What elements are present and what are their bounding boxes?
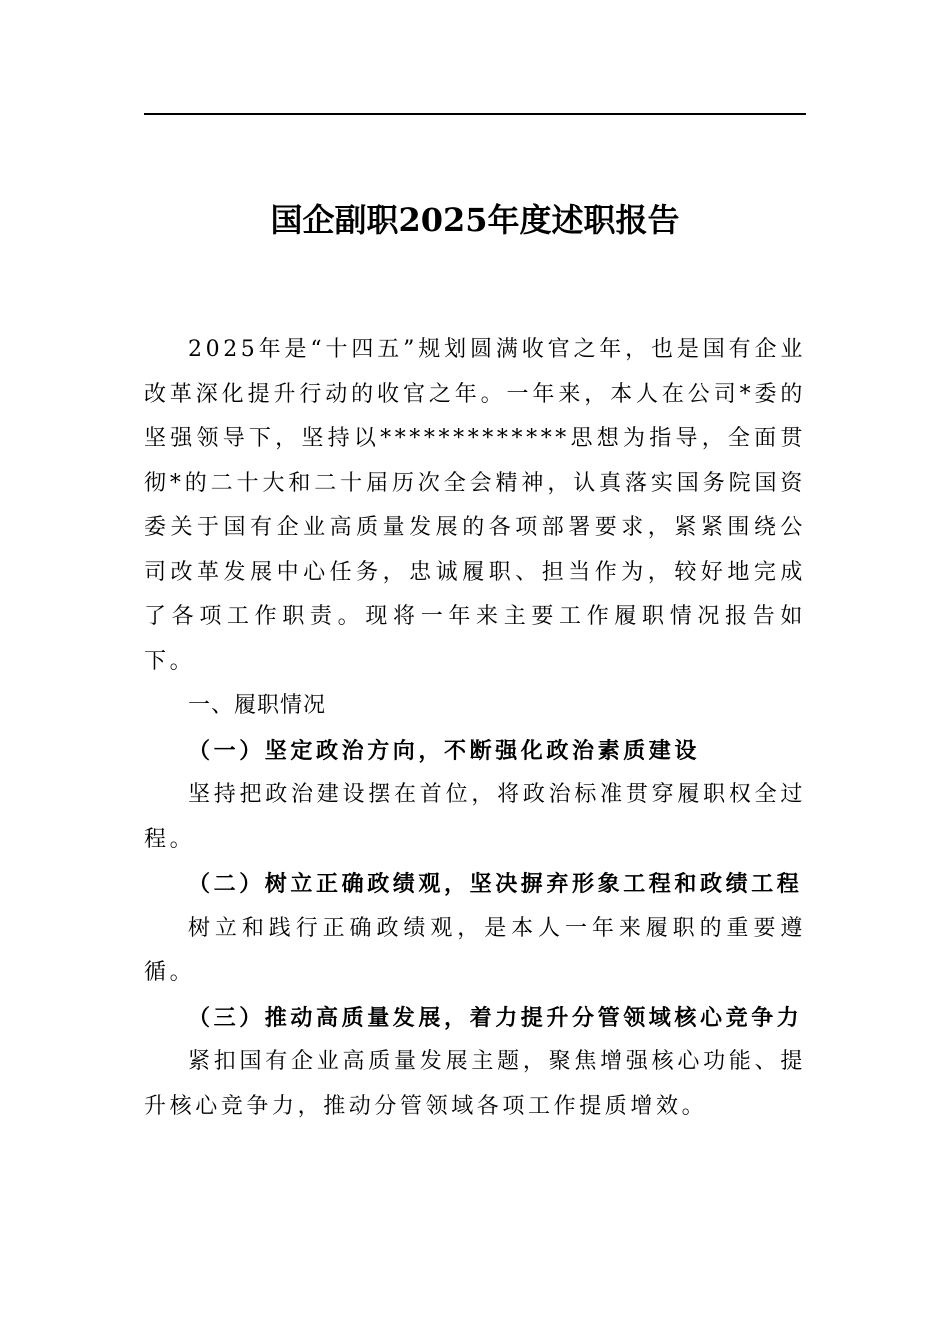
- section-heading-1: 一、履职情况: [188, 693, 327, 718]
- subsection-heading-2: （二）树立正确政绩观，坚决摒弃形象工程和政绩工程: [188, 871, 803, 897]
- document-title: 国企副职2025年度述职报告: [270, 201, 680, 239]
- subsection-heading-3: （三）推动高质量发展，着力提升分管领域核心竞争力: [188, 1004, 803, 1031]
- subsection-paragraph-3: 紧扣国有企业高质量发展主题，聚焦增强核心功能、提升核心竞争力，推动分管领域各项工作提质增效。: [144, 1049, 806, 1119]
- intro-paragraph: 2025年是“十四五”规划圆满收官之年，也是国有企业改革深化提升行动的收官之年。一年来，本人在公司*委的坚强领导下，坚持以*************思想为指导，全面贯彻*的二十大和二十届历次全会精神，认真落实国务院国资委关于国有企业高质量发展的各项部署要求，紧紧围绕公司改革发展中心任务，忠诚履职、担当作为，较好地完成了各项工作职责。现将一年来主要工作履职情况报告如下。: [144, 337, 806, 674]
- subsection-paragraph-2: 树立和践行正确政绩观，是本人一年来履职的重要遵循。: [144, 915, 806, 985]
- document-body: [144, 328, 806, 1129]
- subsection-paragraph-1: 坚持把政治建设摆在首位，将政治标准贯穿履职权全过程。: [144, 782, 806, 852]
- subsection-heading-1: （一）坚定政治方向，不断强化政治素质建设: [188, 737, 701, 764]
- header-rule: [144, 113, 806, 115]
